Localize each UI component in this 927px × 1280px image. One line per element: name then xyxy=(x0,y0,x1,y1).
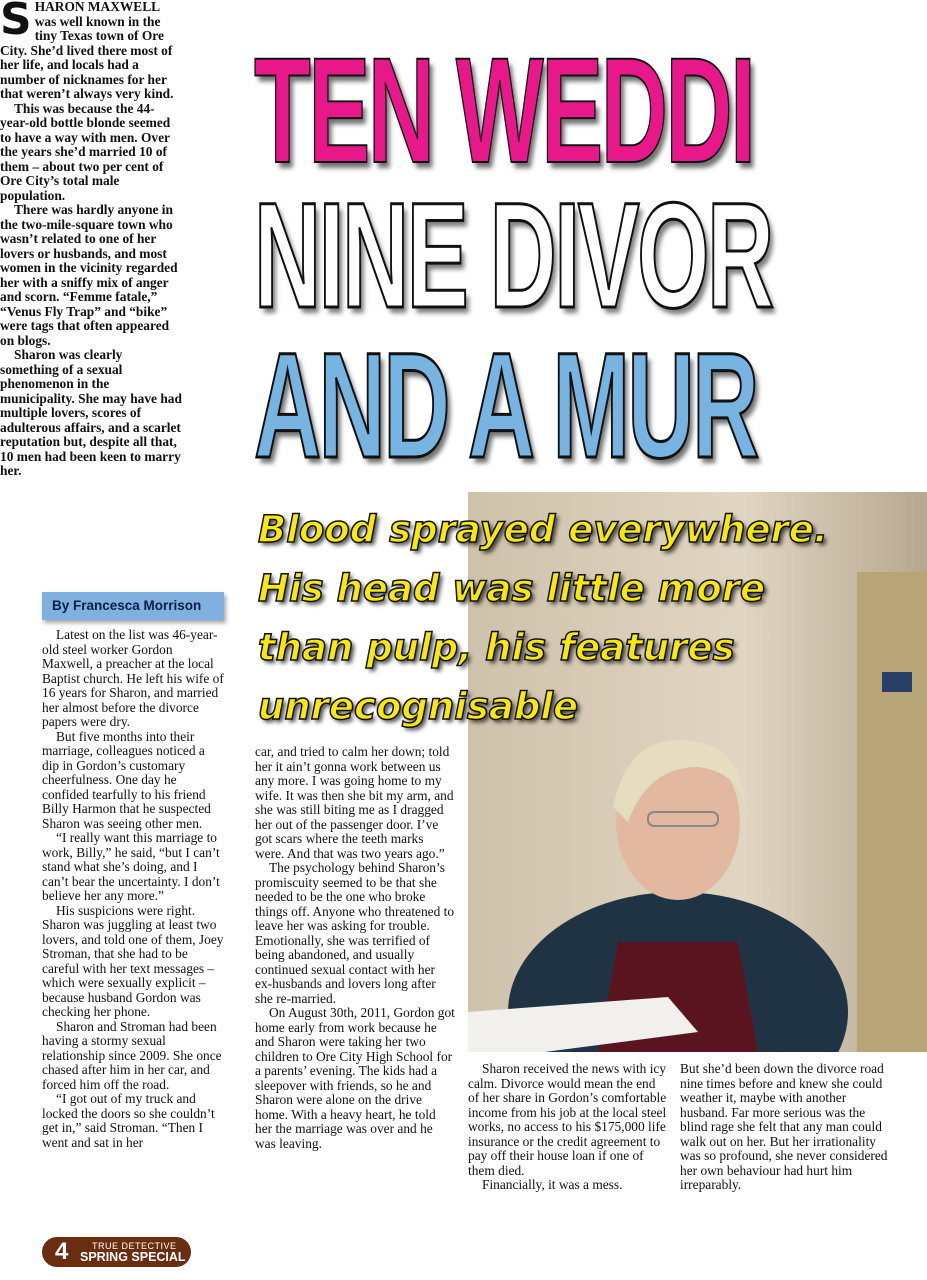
paragraph: But she’d been down the divorce road nine times before and knew she could weather it, maybe with another husband. Far more serious was the blind rage she felt that any man could walk out on her. But her irrationality was so profound, she never considered her own behaviour had hurt him irreparably. xyxy=(680,1061,888,1192)
pull-quote-line: than pulp, his features xyxy=(258,626,735,669)
body-column-2 xyxy=(255,745,455,1151)
headline-line-3: AND A MUR xyxy=(254,335,757,475)
drop-cap: S xyxy=(0,0,32,45)
magazine-name: TRUE DETECTIVE xyxy=(92,1241,177,1251)
headline-line-2: NINE DIVOR xyxy=(254,185,772,325)
paragraph: Latest on the list was 46-year-old steel worker Gordon Maxwell, a preacher at the local Baptist church. He left his wife of 16 years for Sharon, and married her almost before the divorce papers were dry. xyxy=(42,627,224,729)
paragraph: Sharon received the news with icy calm. Divorce would mean the end of her share in Gordon’s comfortable income from his job at the local steel works, no access to his $175,000 life insurance or the credit agreement to pay off their house loan if one of them died. xyxy=(468,1061,667,1178)
byline: By Francesca Morrison xyxy=(42,592,224,620)
paragraph: On August 30th, 2011, Gordon got home early from work because he and Sharon were taking her two children to Ore City High School for a parents’ evening. The kids had a sleepover with friends, so he and Sharon were alone on the drive home. With a heavy heart, he told her the marriage was over and he was leaving. xyxy=(255,1005,455,1151)
pull-quote-line: Blood sprayed everywhere. xyxy=(258,508,828,551)
pull-quote-line: His head was little more xyxy=(258,567,766,610)
paragraph: “I really want this marriage to work, Billy,” he said, “but I can’t stand what she’s doing, and I can’t bear the uncertainty. I don’t believe her any more.” xyxy=(42,830,220,903)
papers xyxy=(468,992,708,1052)
intro-text xyxy=(0,0,182,479)
page-number: 4 xyxy=(55,1238,69,1265)
paragraph: His suspicions were right. Sharon was juggling at least two lovers, and told one of them, Joey Stroman, that she had to be careful with her text messages – which were sexually explicit – because husband Gordon was checking her phone. xyxy=(42,902,224,1019)
headline-line-1: TEN WEDDI xyxy=(254,40,754,180)
body-column-3 xyxy=(468,1062,668,1193)
paragraph: Sharon and Stroman had been having a stormy sexual relationship since 2009. She once chased after him in her car, and forced him off the road. xyxy=(42,1018,222,1092)
folio-badge xyxy=(42,1237,191,1267)
paragraph: But five months into their marriage, colleagues noticed a dip in Gordon’s customary cheerfulness. One day he confided tearfully to his friend Billy Harmon that he suspected Sharon was seeing other men. xyxy=(42,728,211,831)
intro-paragraph-2: This was because the 44-year-old bottle blonde seemed to have a way with men. Over the years she’d married 10 of them – about two per cent of Ore City’s total male population. xyxy=(0,100,171,203)
paragraph: “I got out of my truck and locked the doors so she couldn’t get in,” said Stroman. “Then I went and sat in her xyxy=(42,1091,215,1150)
issue-name: SPRING SPECIAL xyxy=(80,1250,186,1264)
pull-quote xyxy=(258,500,918,736)
intro-paragraph-1: was well known in the tiny Texas town of Ore City. She’d lived there most of her life, and locals had a number of nicknames for her that weren’t always very kind. xyxy=(0,13,174,101)
intro-lead: HARON MAXWELL xyxy=(34,0,161,14)
paragraph: The psychology behind Sharon’s promiscuity seemed to be that she needed to be the one who broke things off. Anyone who threatened to leave her was asking for trouble. Emotionally, she was terrified of being abandoned, and usually continued sexual contact with her ex-husbands and lovers long after she re-married. xyxy=(255,860,455,1006)
paragraph: Financially, it was a mess. xyxy=(482,1177,623,1192)
intro-paragraph-3: There was hardly anyone in the two-mile-square town who wasn’t related to one of her lovers or husbands, and most women in the vicinity regarded her with a sniffy mix of anger and scorn. “Femme fatale,” “Venus Fly Trap” and “bike” were tags that often appeared on blogs. xyxy=(0,202,178,348)
intro-paragraph-4: Sharon was clearly something of a sexual phenomenon in the municipality. She may have had multiple lovers, scores of adulterous affairs, and a scarlet reputation but, despite all that, 10 men had been keen to marry her. xyxy=(0,347,182,478)
body-column-1 xyxy=(42,628,224,1150)
pull-quote-line: unrecognisable xyxy=(258,685,579,728)
paragraph: car, and tried to calm her down; told her it ain’t gonna work between us any more. I was going home to my wife. It was then she bit my arm, and she was still biting me as I dragged her out of the passenger door. I’ve got scars where the teeth marks were. And that was two years ago.” xyxy=(255,744,454,861)
body-column-4 xyxy=(680,1062,890,1193)
